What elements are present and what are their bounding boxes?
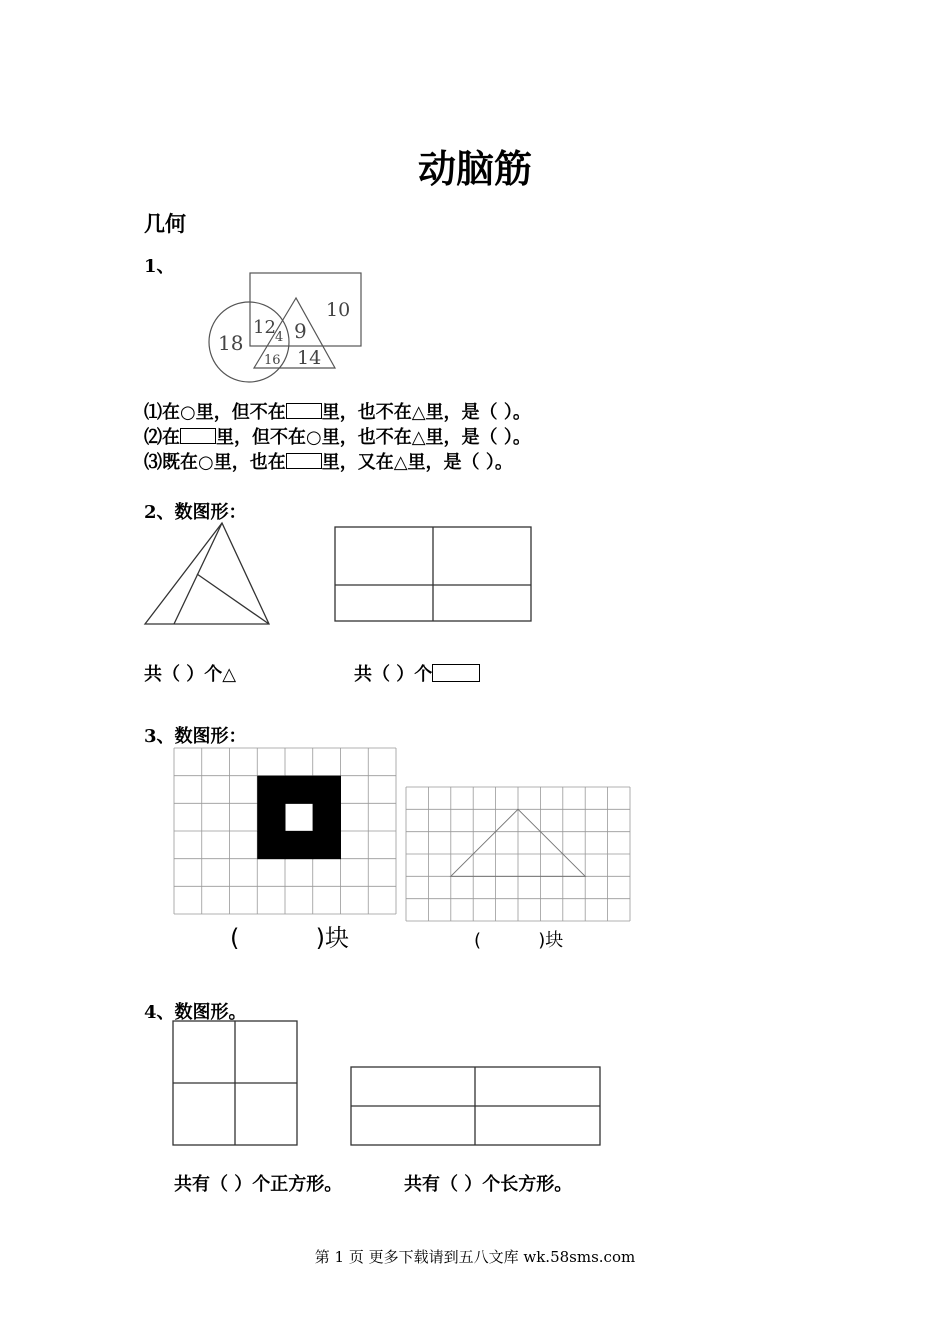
filled-cell: [257, 803, 285, 831]
venn-16: 16: [264, 353, 281, 368]
filled-cell: [313, 803, 341, 831]
q4-answer-squares: 共有（ ）个正方形。: [174, 1174, 343, 1195]
q1-line-3: [144, 448, 513, 474]
q4-rectangle-figure: [350, 1066, 601, 1146]
q1-line-2: [144, 423, 531, 449]
venn-9: 9: [294, 319, 307, 343]
venn-12: 12: [253, 317, 276, 338]
q2-triangle-figure: [142, 520, 274, 628]
venn-4: 4: [275, 330, 284, 345]
q3-grid-square-ring: [174, 748, 398, 916]
venn-10: 10: [326, 299, 351, 321]
q1-line-3-a: ⑶既在○里，也在: [144, 452, 286, 473]
venn-18: 18: [218, 331, 244, 355]
q1-line-3-b: 里，又在△里，是（ ）。: [321, 452, 513, 473]
q1-line-2-b: 里，但不在○里，也不在△里，是（ ）。: [216, 427, 531, 448]
q2-answer-triangles: 共（ ）个△: [144, 664, 237, 685]
filled-cell: [257, 776, 285, 804]
rectangle-symbol: [286, 453, 322, 469]
q3-heading: 3、数图形：: [144, 726, 247, 747]
q3-answer-left: ( )块: [230, 924, 350, 952]
q1-line-1: [144, 398, 531, 424]
rectangle-symbol: [286, 403, 322, 419]
filled-cell: [285, 831, 313, 859]
page-title: 动脑筋: [417, 147, 532, 191]
q1-line-1-b: 里，也不在△里，是（ ）。: [321, 402, 531, 423]
venn-diagram: [200, 270, 370, 388]
q4-answer-rectangles: 共有（ ）个长方形。: [404, 1174, 573, 1195]
filled-cell: [313, 776, 341, 804]
venn-14: 14: [297, 347, 322, 369]
rectangle-symbol: [180, 428, 216, 444]
q2-answer-rectangles: [354, 660, 480, 686]
rectangle-symbol: [432, 664, 480, 682]
page-footer: 第 1 页 更多下载请到五八文库 wk.58sms.com: [314, 1248, 636, 1266]
filled-cell: [285, 776, 313, 804]
filled-cell: [313, 831, 341, 859]
q1-number: 1、: [144, 256, 175, 277]
q1-line-1-a: ⑴在○里，但不在: [144, 402, 286, 423]
q2-rectangle-figure: [334, 526, 532, 622]
q4-square-figure: [172, 1020, 298, 1146]
q3-grid-triangle: [406, 787, 632, 923]
section-heading: 几何: [144, 212, 186, 236]
q3-answer-right: ( )块: [474, 930, 564, 951]
q2-answer-rectangles-text: 共（ ）个: [354, 664, 433, 685]
q2-heading: 2、数图形：: [144, 502, 247, 523]
q4-heading: 4、数图形。: [144, 1002, 247, 1023]
q1-line-2-a: ⑵在: [144, 427, 180, 448]
filled-cell: [257, 831, 285, 859]
